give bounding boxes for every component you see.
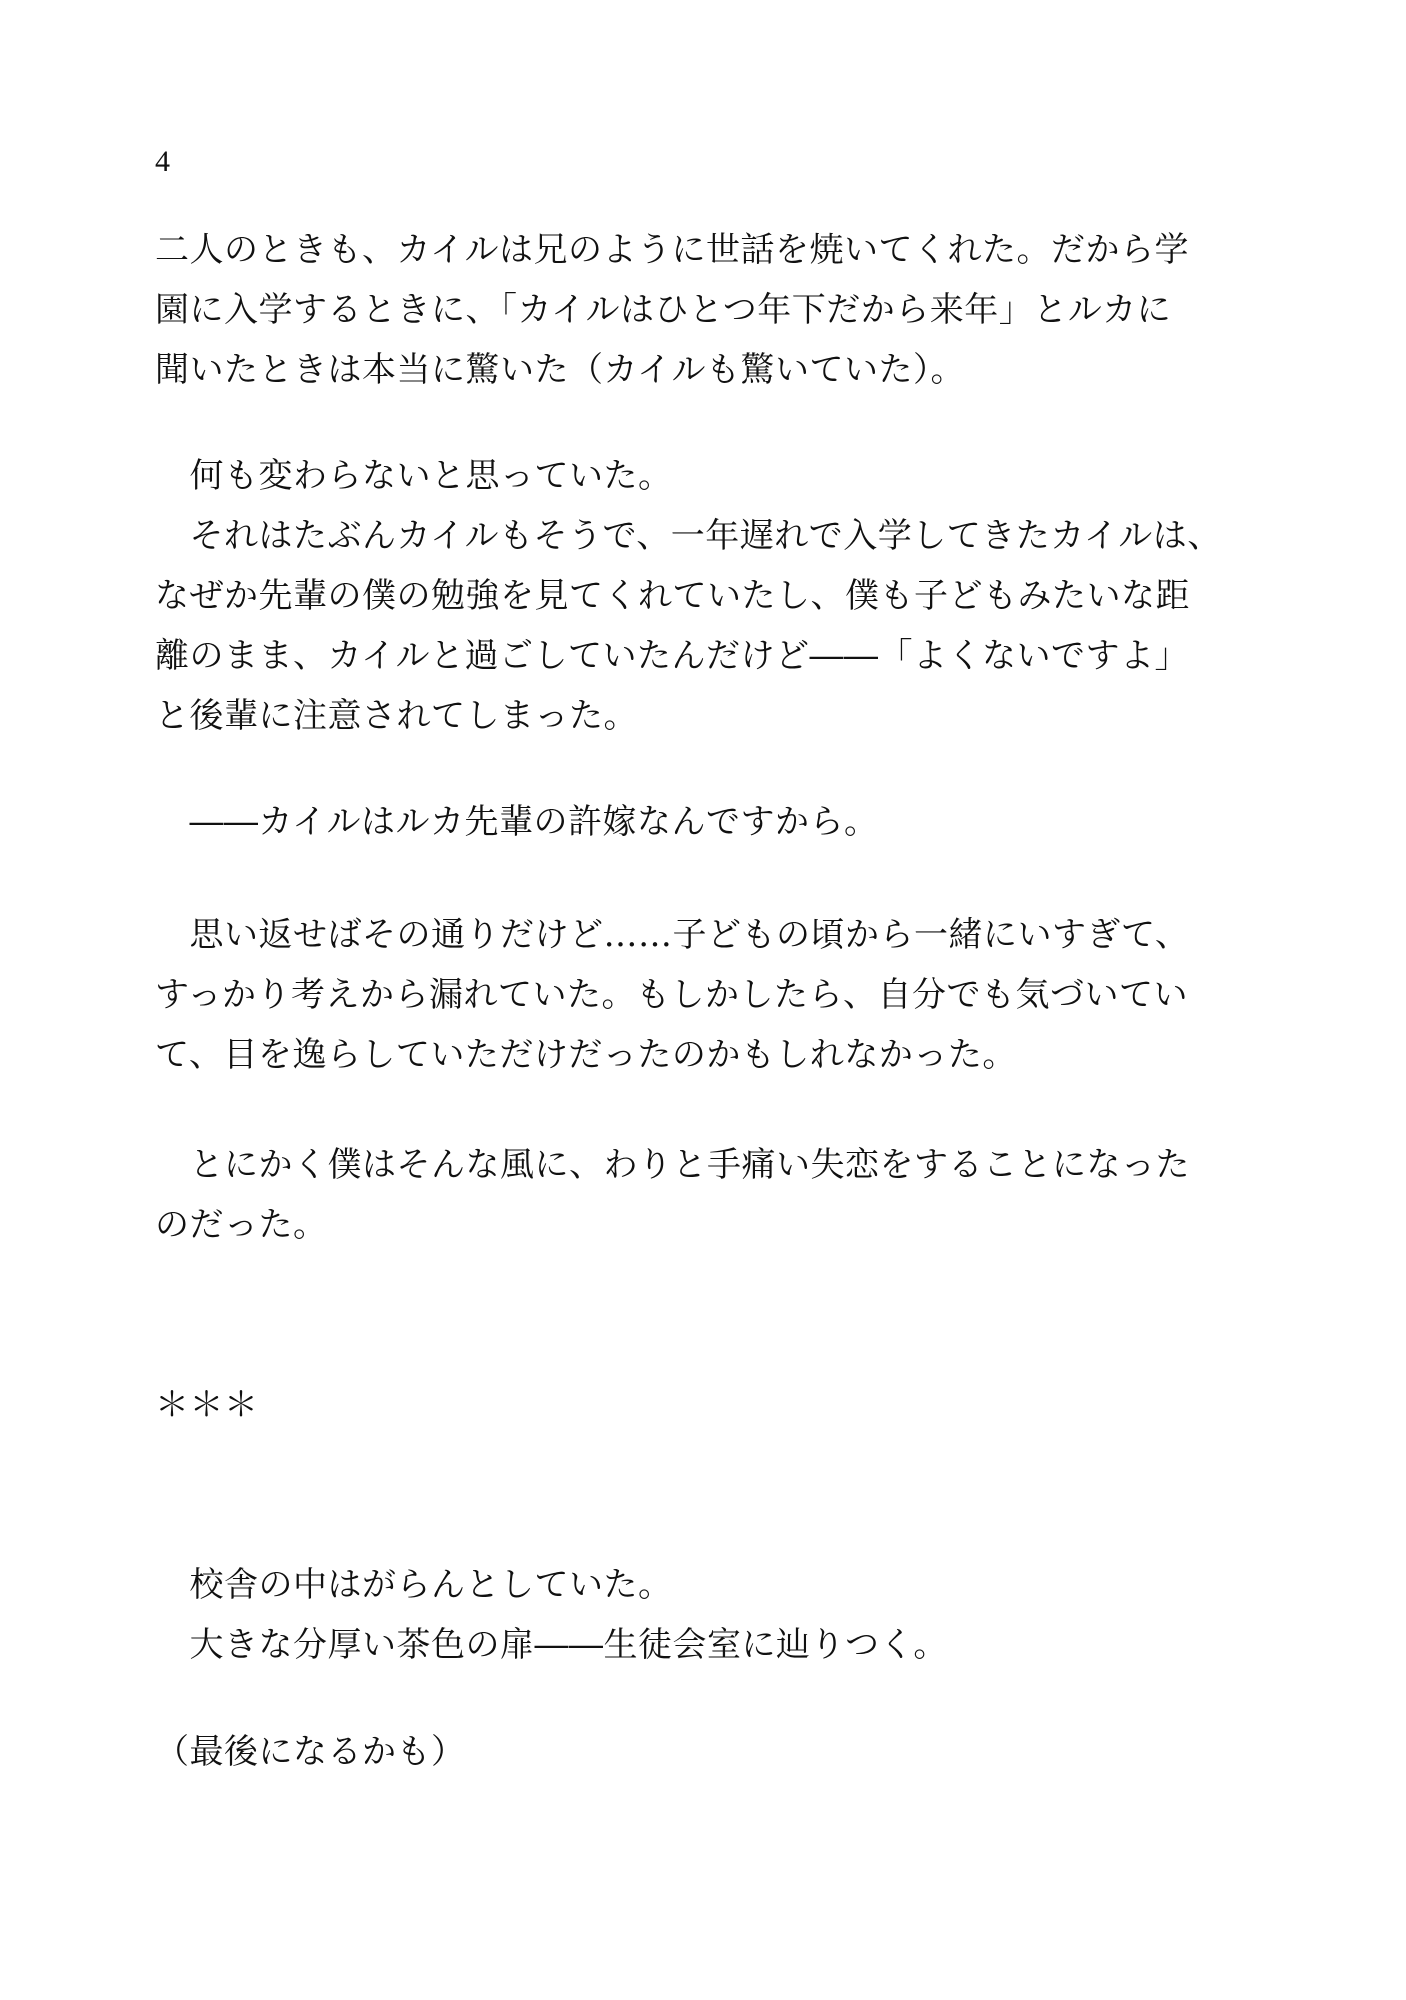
text-line: （最後になるかも）: [155, 1732, 466, 1772]
text-line: ――カイルはルカ先輩の許嫁なんですから。: [155, 802, 879, 842]
text-line: 聞いたときは本当に驚いた（カイルも驚いていた）。: [155, 350, 965, 390]
text-line: なぜか先輩の僕の勉強を見てくれていたし、僕も子どもみたいな距: [155, 576, 1190, 616]
section-break: ＊＊＊: [155, 1385, 259, 1425]
page-number: 4: [155, 145, 170, 178]
text-line: 園に入学するときに、「カイルはひとつ年下だから来年」とルカに: [155, 290, 1172, 330]
text-line: すっかり考えから漏れていた。もしかしたら、自分でも気づいてい: [155, 975, 1188, 1015]
text-line: それはたぶんカイルもそうで、一年遅れで入学してきたカイルは、: [155, 516, 1222, 556]
text-line: 離のまま、カイルと過ごしていたんだけど――「よくないですよ」: [155, 636, 1189, 676]
text-line: と後輩に注意されてしまった。: [155, 696, 638, 736]
text-line: 思い返せばその通りだけど……子どもの頃から一緒にいすぎて、: [155, 915, 1190, 955]
text-line: 何も変わらないと思っていた。: [155, 456, 673, 496]
text-line: のだった。: [155, 1205, 328, 1245]
text-line: て、目を逸らしていただけだったのかもしれなかった。: [155, 1035, 1017, 1075]
text-line: 二人のときも、カイルは兄のように世話を焼いてくれた。だから学: [155, 230, 1189, 270]
text-line: 大きな分厚い茶色の扉――生徒会室に辿りつく。: [155, 1625, 948, 1665]
text-line: 校舎の中はがらんとしていた。: [155, 1565, 673, 1605]
text-line: とにかく僕はそんな風に、わりと手痛い失恋をすることになった: [155, 1145, 1190, 1185]
